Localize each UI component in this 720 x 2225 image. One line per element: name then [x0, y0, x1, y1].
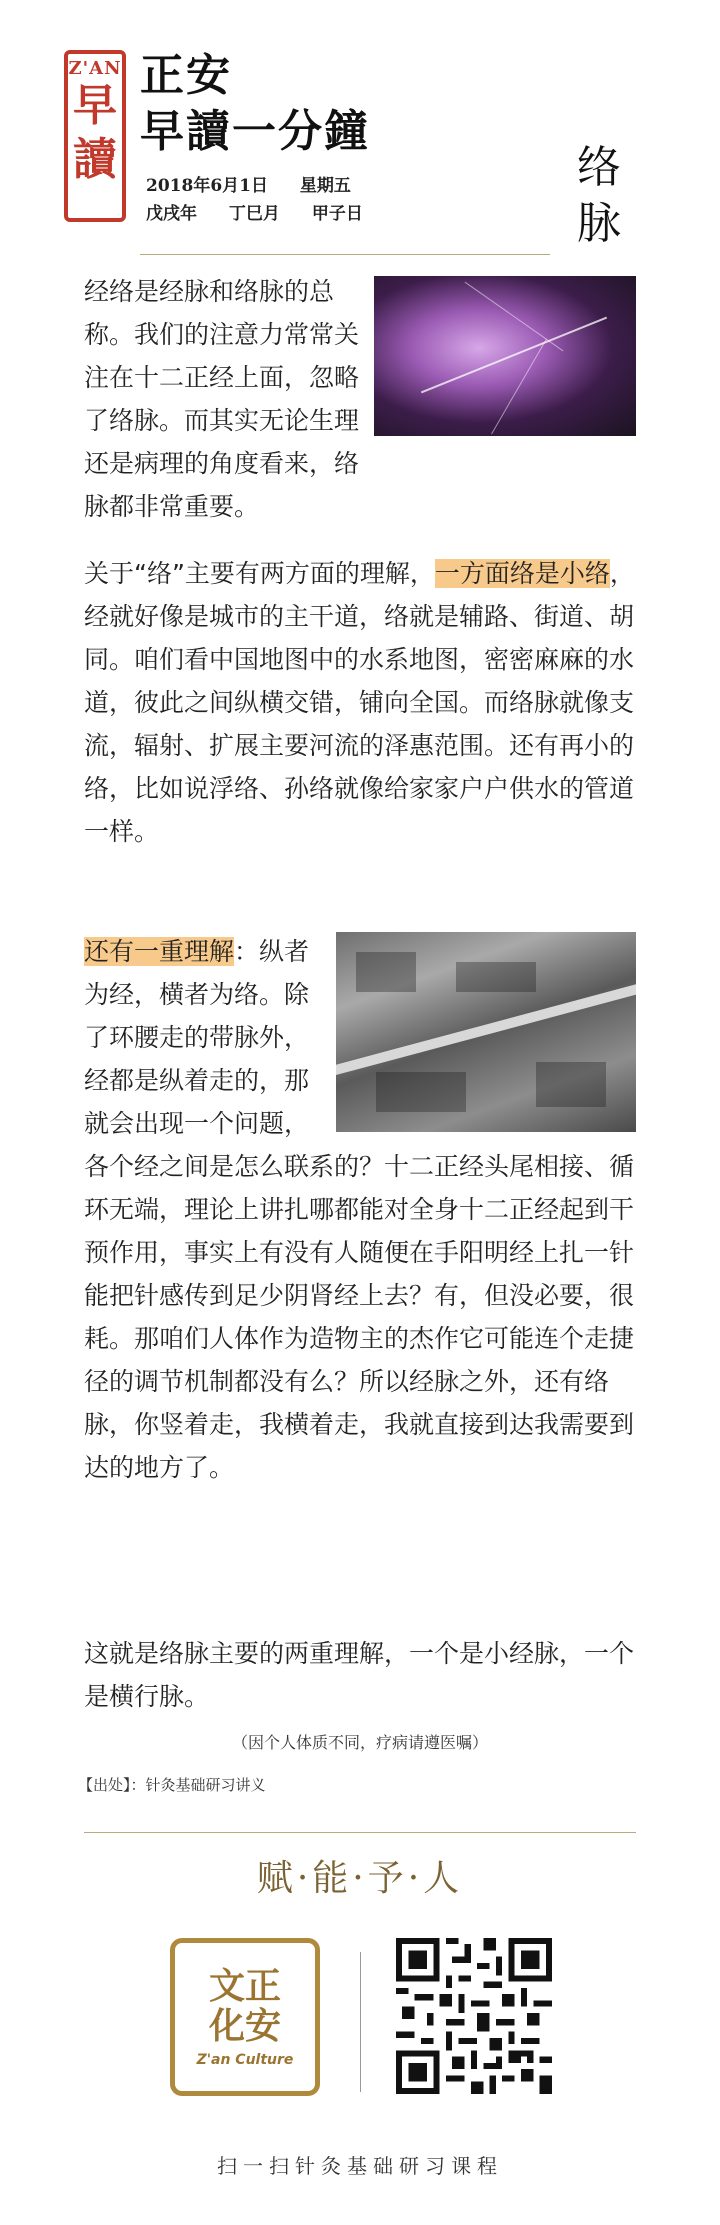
paragraph-3-text: ：纵者为经，横者为络。除了环腰走的带脉外，经都是纵着走的，那就会出现一个问题，各个经之间是怎么联系的？十二正经头尾相接、循环无端，理论上讲扎哪都能对全身十二正经起到干预作用，事实上有没有人随便在手阳明经上扎一针能把针感传到足少阴肾经上去？有，但没必要，很耗。那咱们人体作为造物主的杰作它可能连个走捷径的调节机制都没有么？所以经脉之外，还有络脉，你竖着走，我横着走，我就直接到达我需要到达的地方了。	[84, 937, 635, 1482]
leaf-skeleton-image	[374, 276, 636, 436]
logo-line-2: 化安	[208, 2005, 281, 2047]
leaf-vein-decor	[421, 317, 607, 394]
paragraph-1-text: 经络是经脉和络脉的总称。我们的注意力常常关注在十二正经上面，忽略了络脉。而其实无论生理还是病理的角度看来，络脉都非常重要。	[84, 277, 360, 521]
brand-line-2: 早讀一分鐘	[140, 106, 370, 157]
city-block-decor	[456, 962, 536, 992]
paragraph-3	[84, 930, 636, 1489]
qr-code-icon[interactable]	[396, 1938, 552, 2094]
brand-line-1: 正安	[140, 50, 232, 101]
highlight-another-understanding: 还有一重理解	[84, 937, 235, 966]
paragraph-4-text: 这就是络脉主要的两重理解，一个是小经脉，一个是横行脉。	[84, 1639, 635, 1711]
city-aerial-image	[336, 932, 636, 1132]
city-block-decor	[536, 1062, 606, 1107]
paragraph-2-text: ，经就好像是城市的主干道，络就是辅路、街道、胡同。咱们看中国地图中的水系地图，密密麻麻的水道，彼此之间纵横交错，铺向全国。而络脉就像支流，辐射、扩展主要河流的泽惠范围。还有再小的络，比如说浮络、孙络就像给家家户户供水的管道一样。	[84, 559, 635, 846]
topic-char-2: 脉	[577, 198, 621, 249]
header-divider	[140, 254, 550, 255]
footer-divider	[84, 1832, 636, 1833]
zan-culture-logo	[170, 1938, 320, 2096]
lunar-year: 戊戌年	[146, 204, 197, 224]
date-row-2	[146, 200, 389, 228]
medical-disclaimer: （因个人体质不同，疗病请遵医嘱）	[231, 1733, 488, 1752]
seal-zao-char: 早	[73, 80, 117, 131]
source-credit: 【出处】：针灸基础研习讲义	[78, 1776, 266, 1794]
logo-subtitle: Z'an Culture	[196, 2052, 294, 2068]
paragraph-4	[84, 1632, 636, 1718]
weekday: 星期五	[299, 176, 351, 196]
date-block	[146, 172, 389, 228]
topic-title	[574, 140, 624, 252]
scan-instruction: 扫一扫针灸基础研习课程	[217, 2154, 503, 2178]
zan-seal-logo	[64, 50, 126, 222]
logo-line-1: 文正	[208, 1965, 281, 2007]
slogan: 赋·能·予·人	[256, 1858, 464, 1899]
city-block-decor	[356, 952, 416, 992]
seal-du-char: 讀	[73, 134, 117, 185]
date-row-1	[146, 172, 389, 200]
gregorian-date: 2018年6月1日	[146, 176, 268, 196]
brand-title	[140, 48, 370, 160]
seal-zan-text: Z'AN	[68, 58, 122, 79]
topic-char-1: 络	[577, 142, 621, 193]
lunar-month: 丁巳月	[228, 204, 280, 224]
paragraph-2-intro: 关于“络”主要有两方面的理解，	[84, 559, 435, 588]
logo-divider	[360, 1952, 361, 2092]
leaf-vein-decor	[465, 282, 564, 352]
city-block-decor	[376, 1072, 466, 1112]
paragraph-1	[84, 270, 636, 528]
paragraph-2	[84, 552, 636, 853]
highlight-small-collateral: 一方面络是小络	[434, 559, 610, 588]
lunar-day: 甲子日	[311, 204, 363, 224]
